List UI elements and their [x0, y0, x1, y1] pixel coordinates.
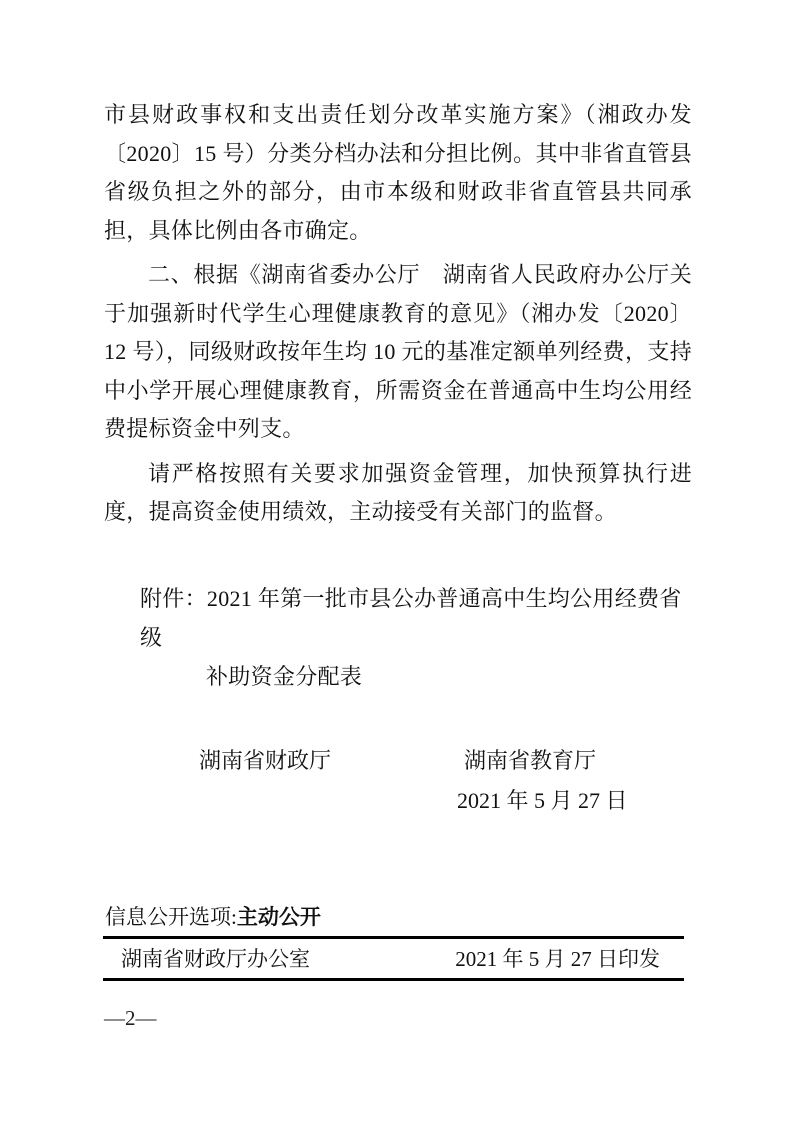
- body-paragraph-2: 二、根据《湖南省委办公厅 湖南省人民政府办公厅关于加强新时代学生心理健康教育的意见》（湘办发〔2020〕12 号），同级财政按年生均 10 元的基准定额单列经费，支持中小学开展心理健康教育，所需资金在普通高中生均公用经费提标资金中列支。: [104, 262, 692, 441]
- issuer-row: [103, 939, 684, 978]
- page-number: —2—: [104, 1006, 157, 1030]
- attachment-block: [140, 579, 695, 696]
- issuer-office: 湖南省财政厅办公室: [121, 947, 310, 971]
- document-body: [104, 96, 692, 532]
- body-paragraph-1: 市县财政事权和支出责任划分改革实施方案》（湘政办发〔2020〕15 号）分类分档办法和分担比例。其中非省直管县省级负担之外的部分，由市本级和财政非省直管县共同承担，具体比例由各市确定。: [104, 102, 692, 243]
- disclosure-label: 信息公开选项:: [105, 905, 237, 929]
- footer-colophon: [103, 903, 684, 981]
- signature-org-education: 湖南省教育厅: [464, 748, 597, 773]
- print-date: 2021 年 5 月 27 日印发: [455, 947, 660, 971]
- signature-org-finance: 湖南省财政厅: [199, 748, 332, 773]
- attachment-title-line1: 2021 年第一批市县公办普通高中生均公用经费省级: [140, 586, 682, 650]
- disclosure-row: [103, 903, 684, 936]
- signature-date: 2021 年 5 月 27 日: [457, 788, 628, 813]
- body-paragraph-3: 请严格按照有关要求加强资金管理，加快预算执行进度，提高资金使用绩效，主动接受有关部门的监督。: [104, 460, 692, 524]
- attachment-label: 附件：: [140, 586, 207, 611]
- attachment-title-line2: 补助资金分配表: [206, 664, 363, 689]
- footer-rule-bottom: [103, 978, 684, 981]
- disclosure-value: 主动公开: [236, 906, 321, 929]
